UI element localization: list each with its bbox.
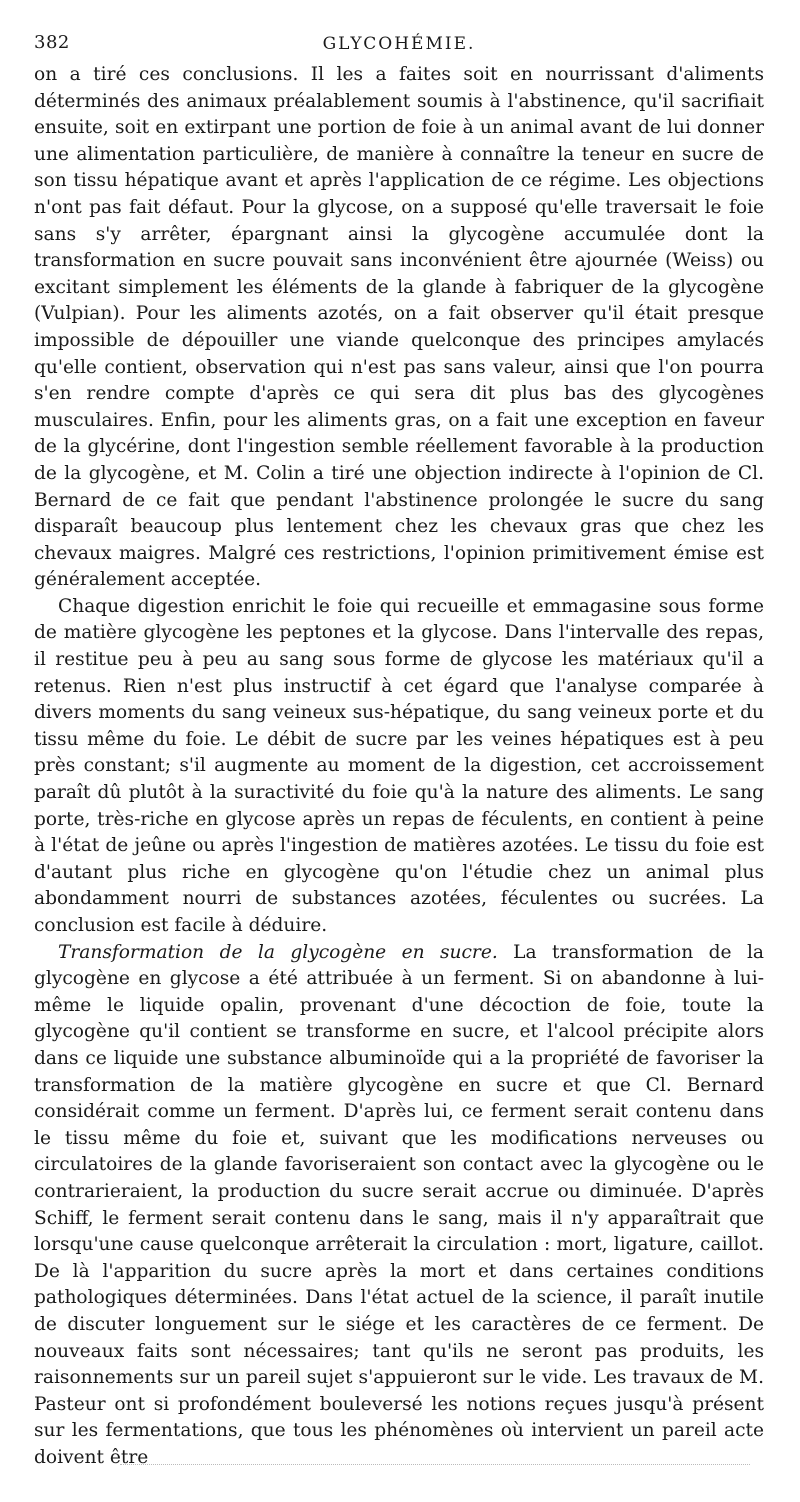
scan-artifact-line: [120, 1464, 750, 1467]
paragraph-1-text: on a tiré ces conclusions. Il les a faites soit en nourrissant d'aliments déterminés des animaux préalablement soumis à l'abstinence, qu'il sacrifiait ensuite, soit en extirpant une portion de foie à un animal avant de lui donner une alimentation particulière, de manière à connaître la teneur en sucre de son tissu hépatique avant et après l'application de ce régime. Les objections n'ont pas fait défaut. Pour la glycose, on a supposé qu'elle traversait le foie sans s'y arrêter, épargnant ainsi la glycogène accumulée dont la transformation en sucre pouvait sans inconvénient être ajournée (Weiss) ou excitant simplement les éléments de la glande à fabriquer de la glycogène (Vulpian). Pour les aliments azotés, on a fait observer qu'il était presque impossible de dépouiller une viande quelconque des principes amylacés qu'elle contient, observation qui n'est pas sans valeur, ainsi que l'on pourra s'en rendre compte d'après ce qui sera dit plus bas des glycogènes musculaires. Enfin, pour les aliments gras, on a fait une exception en faveur de la glycérine, dont l'ingestion semble réellement favorable à la production de la glycogène, et M. Colin a tiré une objection indirecte à l'opinion de Cl. Bernard de ce fait que pendant l'abstinence prolongée le sucre du sang disparaît beaucoup plus lentement chez les chevaux gras que chez les chevaux maigres. Malgré ces restrictions, l'opinion primitivement émise est généralement acceptée.: [34, 64, 764, 591]
paragraph-2: [34, 594, 764, 940]
paragraph-1: [34, 62, 764, 594]
paragraph-3: [34, 940, 764, 1472]
section-heading-italic: Transformation de la glycogène en sucre.: [58, 941, 498, 963]
paragraph-3-text: La transformation de la glycogène en glycose a été attribuée à un ferment. Si on abandonne à lui-même le liquide opalin, provenant d'une décoction de foie, toute la glycogène qu'il contient se transforme en sucre, et l'alcool précipite alors dans ce liquide une substance albuminoïde qui a la propriété de favoriser la transformation de la matière glycogène en sucre et que Cl. Bernard considérait comme un ferment. D'après lui, ce ferment serait contenu dans le tissu même du foie et, suivant que les modifications nerveuses ou circulatoires de la glande favoriseraient son contact avec la glycogène ou le contrarieraient, la production du sucre serait accrue ou diminuée. D'après Schiff, le ferment serait contenu dans le sang, mais il n'y apparaîtrait que lorsqu'une cause quelconque arrêterait la circulation : mort, ligature, caillot. De là l'apparition du sucre après la mort et dans certaines conditions pathologiques déterminées. Dans l'état actuel de la science, il paraît inutile de discuter longuement sur le siége et les caractères de ce ferment. De nouveaux faits sont nécessaires; tant qu'ils ne seront pas produits, les raisonnements sur un pareil sujet s'appuieront sur le vide. Les travaux de M. Pasteur ont si profondément bouleversé les notions reçues jusqu'à présent sur les fermentations, que tous les phénomènes où intervient un pareil acte doivent être: [34, 941, 764, 1468]
page-number: 382: [34, 32, 70, 53]
paragraph-2-text: Chaque digestion enrichit le foie qui recueille et emmagasine sous forme de matière glycogène les peptones et la glycose. Dans l'intervalle des repas, il restitue peu à peu au sang sous forme de glycose les matériaux qu'il a retenus. Rien n'est plus instructif à cet égard que l'analyse comparée à divers moments du sang veineux sus-hépatique, du sang veineux porte et du tissu même du foie. Le débit de sucre par les veines hépatiques est à peu près constant; s'il augmente au moment de la digestion, cet accroissement paraît dû plutôt à la suractivité du foie qu'à la nature des aliments. Le sang porte, très-riche en glycose après un repas de féculents, en contient à peine à l'état de jeûne ou après l'ingestion de matières azotées. Le tissu du foie est d'autant plus riche en glycogène qu'on l'étudie chez un animal plus abondamment nourri de substances azotées, féculentes ou sucrées. La conclusion est facile à déduire.: [34, 595, 764, 936]
body-text: [34, 62, 764, 1471]
book-page: [34, 22, 764, 1471]
running-title: GLYCOHÉMIE.: [322, 34, 476, 54]
page-header: [34, 22, 764, 62]
